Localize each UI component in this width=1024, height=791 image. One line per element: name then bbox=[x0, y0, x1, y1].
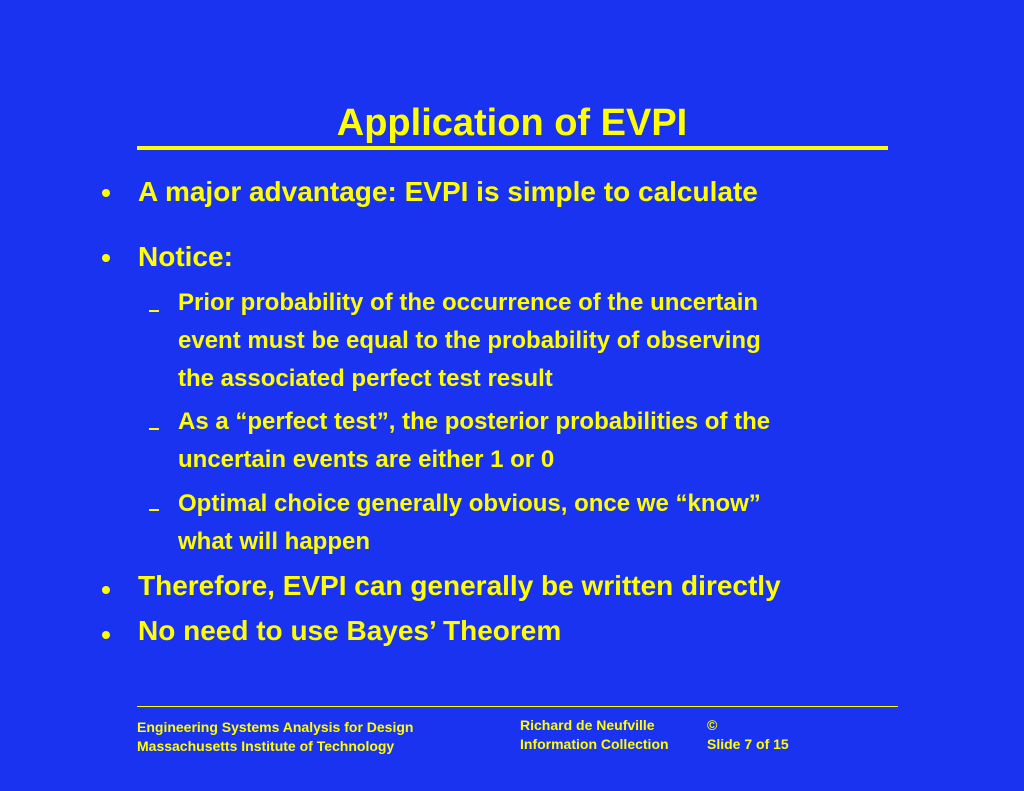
bullet-item: Therefore, EVPI can generally be written directly bbox=[138, 570, 781, 601]
bullet-item: Notice: bbox=[138, 241, 233, 272]
bullet-item: A major advantage: EVPI is simple to calculate bbox=[138, 176, 758, 207]
bullet-item: No need to use Bayes’ Theorem bbox=[138, 615, 562, 646]
title-underline bbox=[137, 146, 888, 150]
footer-divider bbox=[137, 706, 898, 707]
footer-slide-number: Slide 7 of 15 bbox=[707, 736, 789, 752]
bullet-dot-icon bbox=[102, 254, 110, 262]
sub-bullet-line: Prior probability of the occurrence of the uncertain bbox=[178, 289, 759, 316]
dash-icon bbox=[149, 509, 159, 511]
sub-bullet-line: uncertain events are either 1 or 0 bbox=[178, 446, 555, 473]
sub-bullet-line: what will happen bbox=[178, 528, 371, 555]
footer-topic: Information Collection bbox=[520, 736, 669, 752]
dash-icon bbox=[149, 428, 159, 430]
dash-icon bbox=[149, 310, 159, 312]
footer-course: Engineering Systems Analysis for Design bbox=[137, 719, 414, 735]
bullet-dot-icon bbox=[102, 189, 110, 197]
bullet-dot-icon bbox=[102, 586, 110, 594]
sub-bullet-line: As a “perfect test”, the posterior probabilities of the bbox=[178, 408, 771, 435]
footer-author: Richard de Neufville bbox=[520, 717, 655, 733]
slide-title: Application of EVPI bbox=[336, 102, 688, 144]
sub-bullet-line: event must be equal to the probability of observing bbox=[178, 327, 761, 354]
footer-copyright: © bbox=[707, 717, 718, 733]
bullet-dot-icon bbox=[102, 631, 110, 639]
sub-bullet-line: Optimal choice generally obvious, once we “know” bbox=[178, 490, 761, 517]
sub-bullet-line: the associated perfect test result bbox=[178, 365, 553, 392]
footer-institution: Massachusetts Institute of Technology bbox=[137, 738, 395, 754]
